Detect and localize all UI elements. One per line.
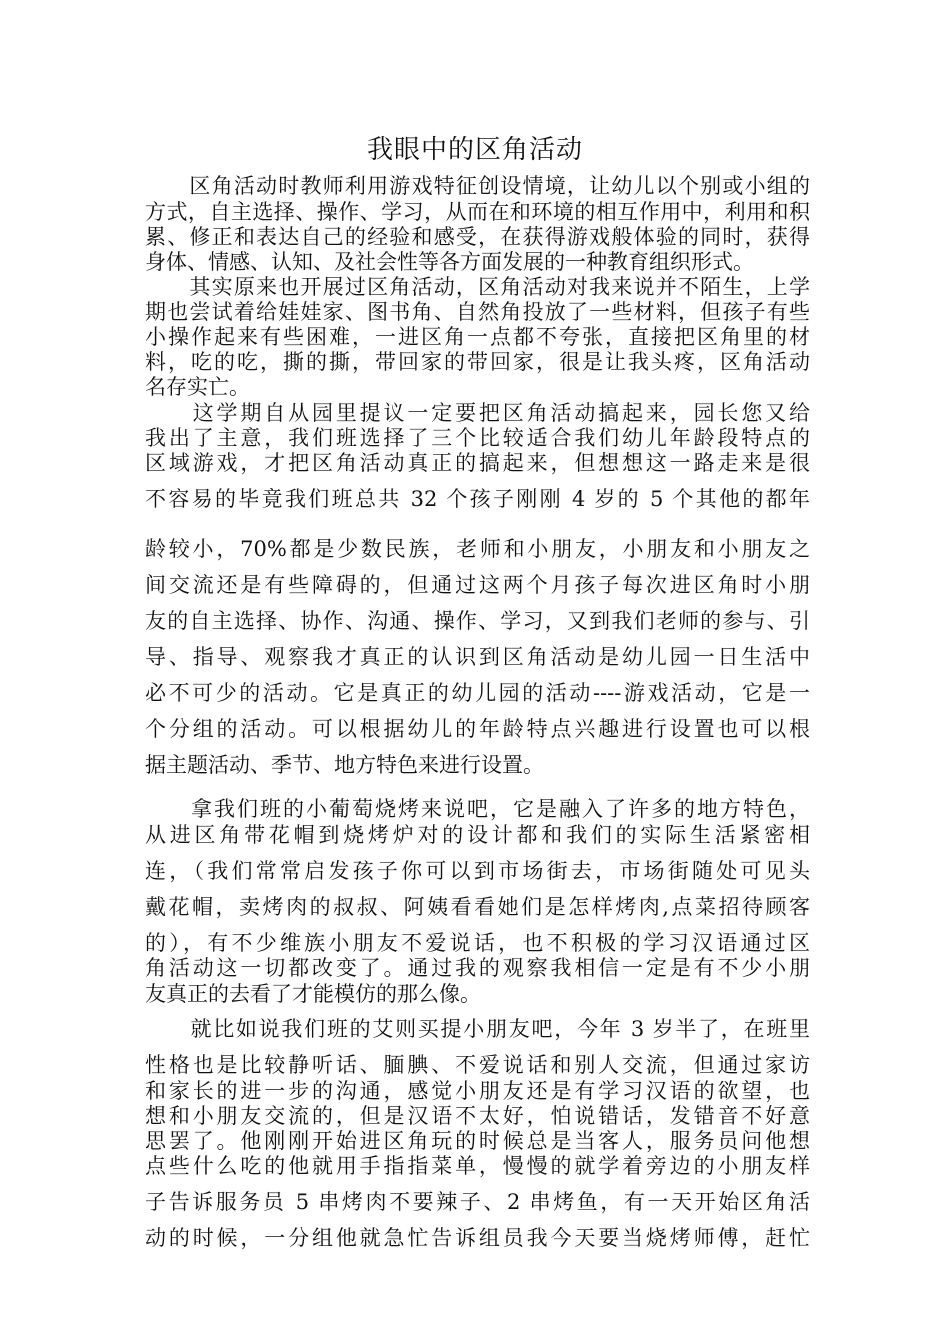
text-line: 点些什么吃的他就用手指指菜单，慢慢的就学着旁边的小朋友样 [145, 1154, 810, 1178]
text-line: 必不可少的活动。它是真正的幼儿园的活动----游戏活动，它是一 [145, 681, 810, 705]
text-line: 龄较小，70%都是少数民族，老师和小朋友，小朋友和小朋友之 [145, 537, 810, 561]
text-line: 据主题活动、季节、地方特色来进行设置。 [145, 753, 544, 777]
text-line: 其实原来也开展过区角活动，区角活动对我来说并不陌生，上学 [145, 275, 810, 299]
text-line: 不容易的毕竟我们班总共 32 个孩子刚刚 4 岁的 5 个其他的都年 [145, 487, 810, 511]
text-line: 区角活动时教师利用游戏特征创设情境，让幼儿以个别或小组的 [145, 174, 810, 198]
text-line: 戴花帽，卖烤肉的叔叔、阿姨看看她们是怎样烤肉,点菜招待顾客 [145, 895, 810, 919]
text-line: 区域游戏，才把区角活动真正的搞起来，但想想这一路走来是很 [145, 451, 810, 475]
text-line: 我出了主意，我们班选择了三个比较适合我们幼儿年龄段特点的 [145, 426, 810, 450]
text-line: 方式，自主选择、操作、学习，从而在和环境的相互作用中，利用和积 [145, 200, 810, 224]
text-line: 动的时候，一分组他就急忙告诉组员我今天要当烧烤师傅，赶忙 [145, 1226, 810, 1250]
text-line: 就比如说我们班的艾则买提小朋友吧，今年 3 岁半了，在班里 [145, 1017, 810, 1041]
text-line: 累、修正和表达自己的经验和感受，在获得游戏般体验的同时，获得 [145, 225, 810, 249]
text-line: 名存实亡。 [145, 375, 250, 399]
text-line: 个分组的活动。可以根据幼儿的年龄特点兴趣进行设置也可以根 [145, 717, 810, 741]
text-line: 友的自主选择、协作、沟通、操作、学习，又到我们老师的参与、引 [145, 609, 810, 633]
text-line: 连，（我们常常启发孩子你可以到市场街去，市场街随处可见头 [145, 859, 810, 883]
text-line: 从进区角带花帽到烧烤炉对的设计都和我们的实际生活紧密相 [145, 823, 810, 847]
text-line: 导、指导、观察我才真正的认识到区角活动是幼儿园一日生活中 [145, 645, 810, 669]
text-line: 身体、情感、认知、及社会性等各方面发展的一种教育组织形式。 [145, 250, 754, 274]
text-line: 和家长的进一步的沟通，感觉小朋友还是有学习汉语的欲望，也 [145, 1079, 810, 1103]
text-line: 想和小朋友交流的，但是汉语不太好，怕说错话，发错音不好意 [145, 1104, 810, 1128]
text-line: 思罢了。他刚刚开始进区角玩的时候总是当客人，服务员问他想 [145, 1129, 810, 1153]
text-line: 子告诉服务员 5 串烤肉不要辣子、2 串烤鱼，有一天开始区角活 [145, 1190, 810, 1214]
text-line: 料，吃的吃，撕的撕，带回家的带回家，很是让我头疼，区角活动 [145, 350, 810, 374]
text-line: 拿我们班的小葡萄烧烤来说吧，它是融入了许多的地方特色， [145, 797, 810, 821]
text-line: 小操作起来有些困难，一进区角一点都不夸张，直接把区角里的材 [145, 325, 810, 349]
text-line: 期也尝试着给娃娃家、图书角、自然角投放了一些材料，但孩子有些 [145, 300, 810, 324]
text-line: 角活动这一切都改变了。通过我的观察我相信一定是有不少小朋 [145, 956, 810, 980]
text-line: 这学期自从园里提议一定要把区角活动搞起来，园长您又给 [145, 401, 810, 425]
text-line: 的），有不少维族小朋友不爱说话，也不积极的学习汉语通过区 [145, 931, 810, 955]
text-line: 友真正的去看了才能模仿的那么像。 [145, 982, 481, 1006]
document-title: 我眼中的区角活动 [366, 135, 583, 165]
text-line: 间交流还是有些障碍的，但通过这两个月孩子每次进区角时小朋 [145, 573, 810, 597]
text-line: 性格也是比较静听话、腼腆、不爱说话和别人交流，但通过家访 [145, 1053, 810, 1077]
